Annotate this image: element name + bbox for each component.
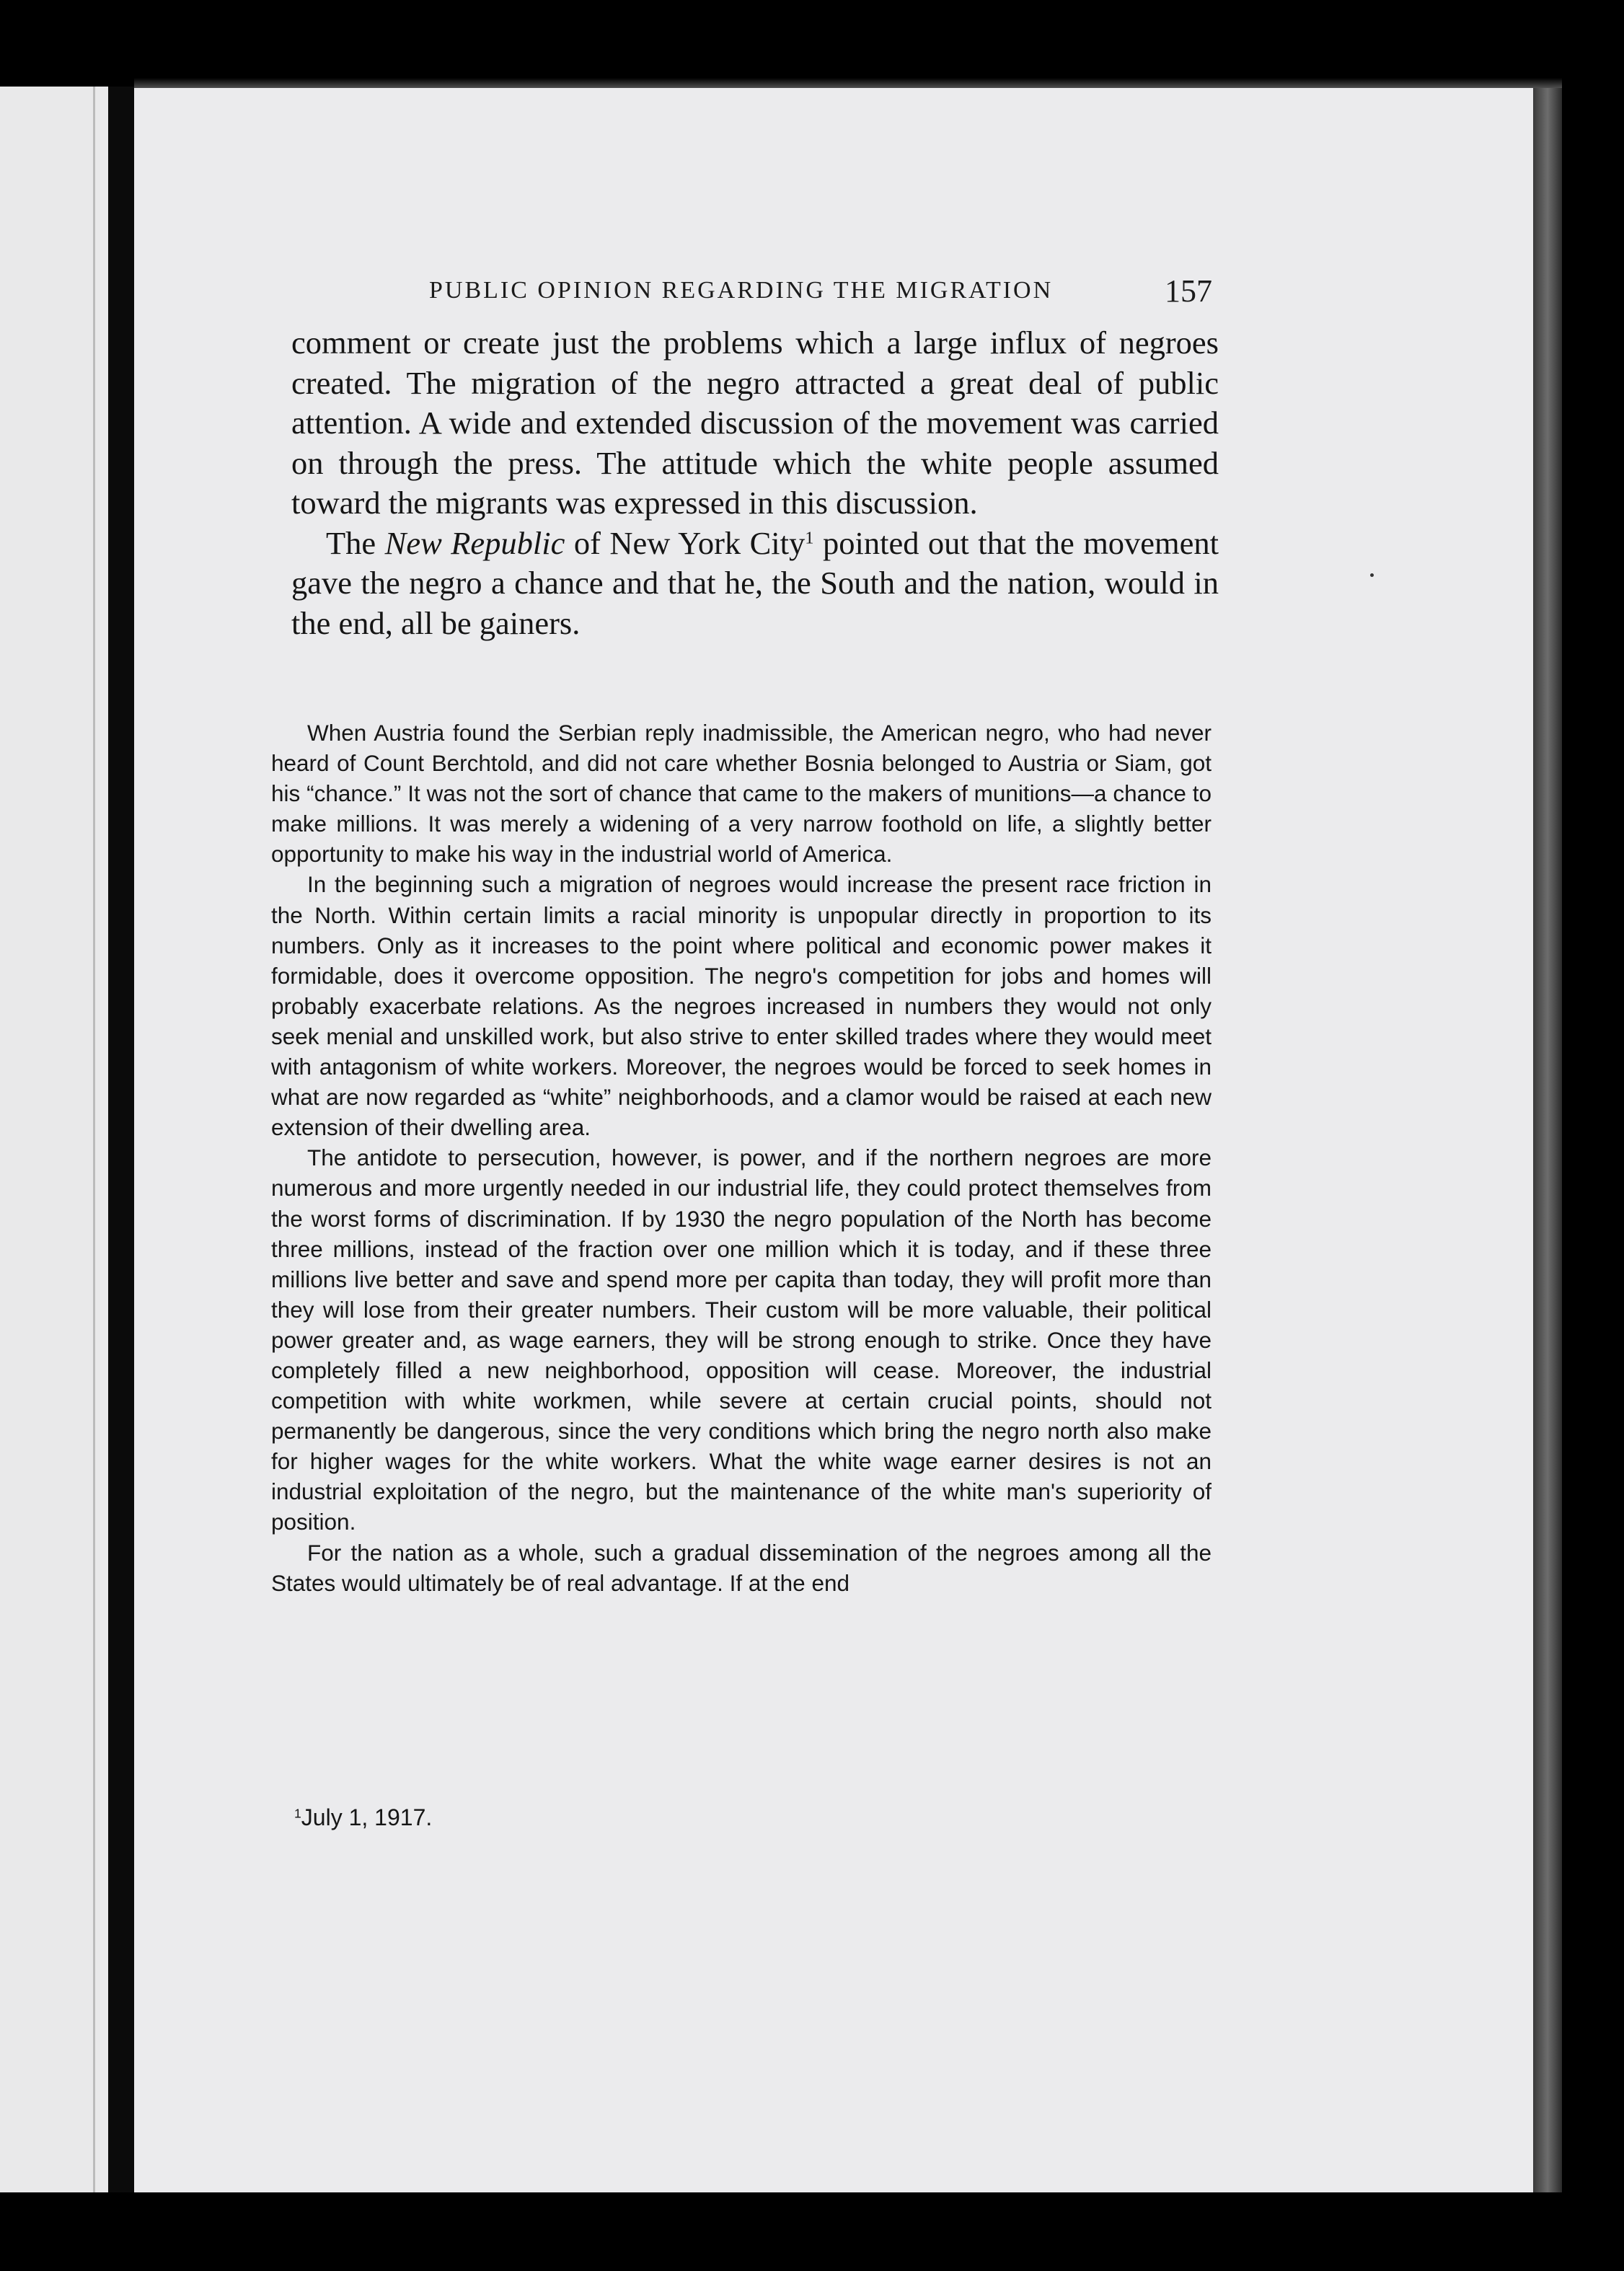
running-head: PUBLIC OPINION REGARDING THE MIGRATION: [429, 277, 1054, 304]
publication-title: New Republic: [384, 524, 565, 561]
page-number: 157: [1165, 273, 1212, 309]
quote-paragraph: In the beginning such a migration of negroes would increase the present race friction in the North. Within certain limits a racial minority is unpopular directly in proportion to its numbers. Only as it increases to the point where political and economic power makes it formidable, does it overcome opposition. The negro's competition for jobs and homes will probably exacerbate relations. As the negroes increased in numbers they would not only seek menial and unskilled work, but also strive to enter skilled trades where they would meet with antagonism of white workers. Moreover, the negroes would be forced to seek homes in what are now regarded as “white” neighborhoods, and a clamor would be raised at each new extension of their dwelling area.: [271, 871, 1212, 1141]
quote-paragraph: The antidote to persecution, however, is power, and if the northern negroes are more numerous and more urgently needed in our industrial life, they could protect themselves from the worst forms of discrimination. If by 1930 the negro population of the North has become three millions, instead of the fraction over one million which it is today, and if these three millions live better and save and spend more per capita than today, they will profit more than they will lose from their greater numbers. Their custom will be more valuable, their political power greater and, as wage earners, they will be strong enough to strike. Once they have completely filled a new neighborhood, opposition will cease. Moreover, the industrial competition with white workmen, while severe at certain crucial points, should not permanently be dangerous, since the very conditions which bring the negro north also make for higher wages for the white workers. What the white wage earner desires is not an industrial exploitation of the negro, but the maintenance of the white man's superiority of position.: [271, 1145, 1212, 1535]
page-stack-edge: [1533, 88, 1562, 2192]
paragraph-new-republic: [291, 524, 1219, 644]
facing-page-edge: [0, 87, 110, 2192]
footnote: [294, 1804, 432, 1831]
text-mid: of New York City: [573, 524, 806, 561]
quote-paragraph: When Austria found the Serbian reply inadmissible, the American negro, who had never heard of Count Berchtold, and did not care whether Bosnia belonged to Austria or Siam, got his “chance.” It was not the sort of chance that came to the makers of munitions—a chance to make millions. It was merely a widening of a very narrow foothold on life, a slightly better opportunity to make his way in the industrial world of America.: [271, 720, 1212, 868]
scan-speck: [1370, 573, 1374, 577]
footnote-text: July 1, 1917.: [301, 1804, 433, 1830]
text-lead: The: [326, 524, 376, 561]
text-rest: pointed out that the movement gave the negro a chance and that he, the South and the nation, would in the end, all be gainers.: [291, 524, 1219, 641]
block-quotation: [271, 718, 1212, 1598]
page-fold: [93, 87, 95, 2192]
quote-paragraph: For the nation as a whole, such a gradual dissemination of the negroes among all the States would ultimately be of real advantage. If at the end: [271, 1539, 1212, 1596]
body-text: [291, 323, 1219, 643]
footnote-reference: 1: [805, 527, 814, 547]
paragraph-continued: comment or create just the problems which a large influx of negroes created. The migration of the negro attracted a great deal of public attention. A wide and extended discussion of the movement was carried on through the press. The attitude which the white people assumed toward the migrants was expressed in this discussion.: [291, 325, 1219, 521]
book-gutter: [108, 87, 134, 2192]
footnote-marker: 1: [294, 1806, 301, 1821]
